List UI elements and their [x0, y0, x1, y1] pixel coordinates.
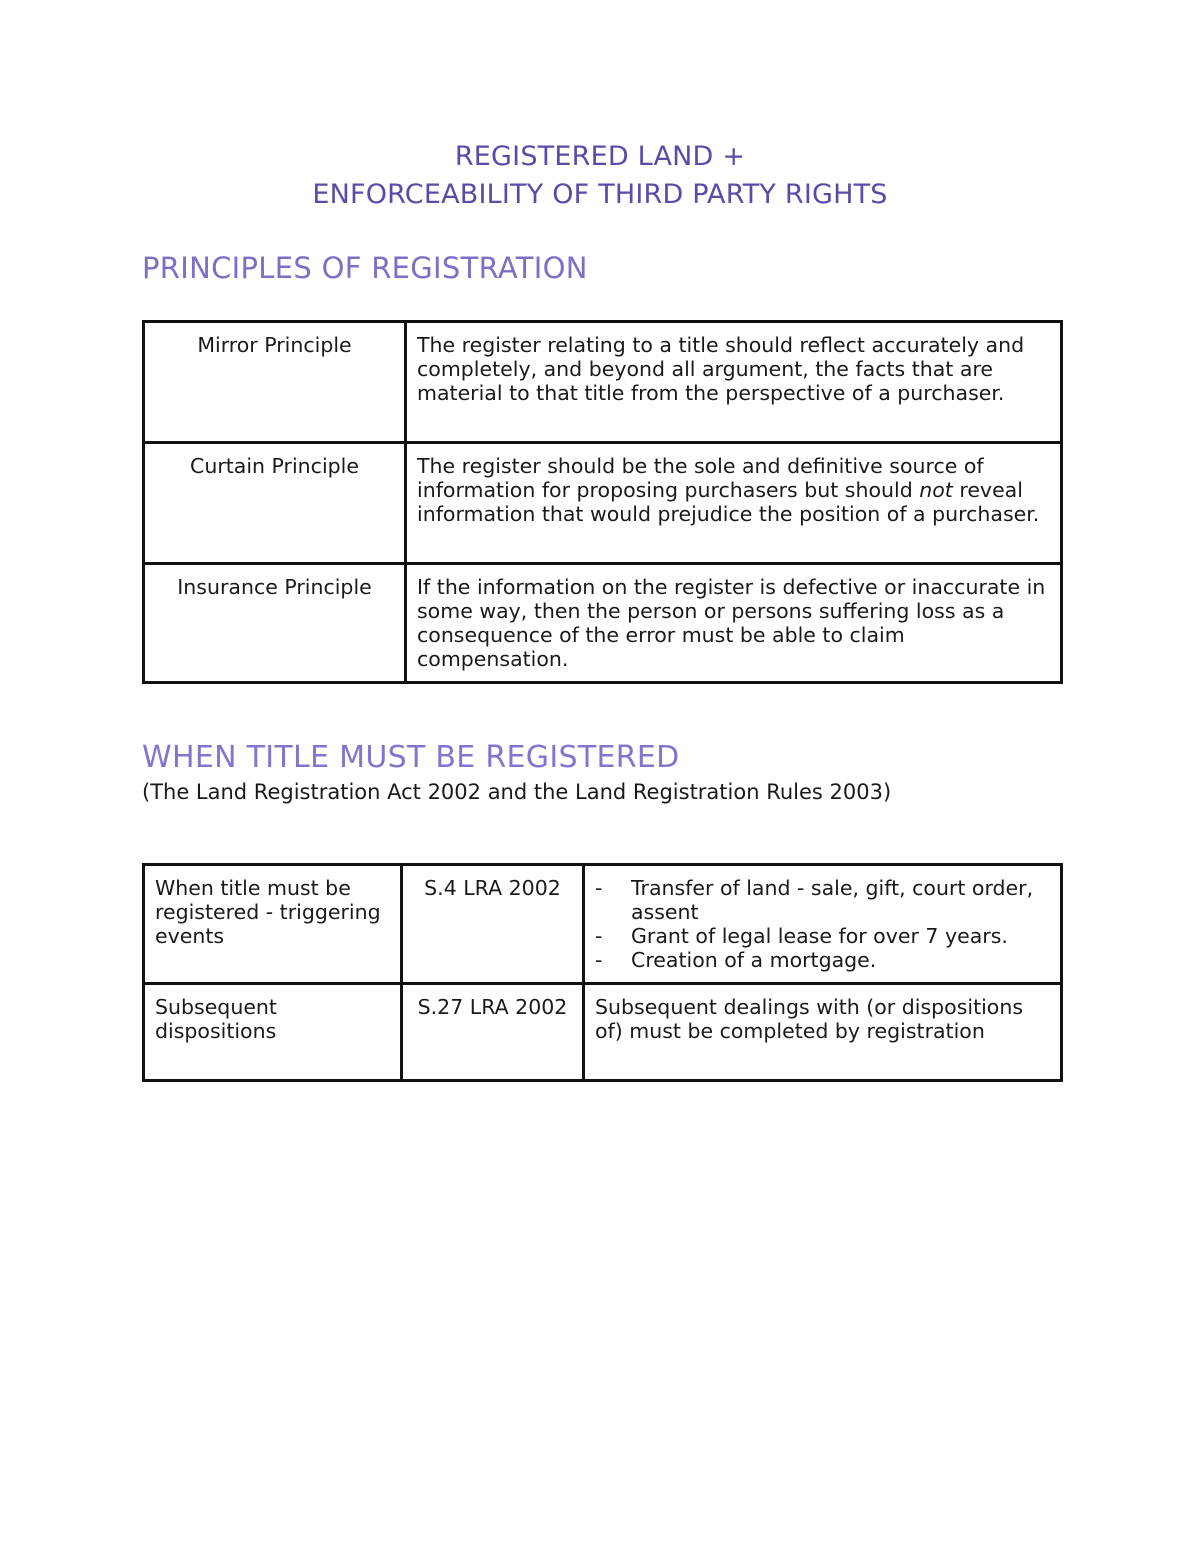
list-item: [595, 948, 1050, 972]
table-row: [144, 564, 1062, 683]
list-item-text: Grant of legal lease for over 7 years.: [631, 924, 1008, 948]
principles-heading: PRINCIPLES OF REGISTRATION: [142, 251, 588, 285]
table-row: [144, 322, 1062, 443]
list-item: [595, 924, 1050, 948]
list-item-text: Transfer of land - sale, gift, court order, assent: [631, 876, 1034, 924]
triggering-events-list: [595, 876, 1050, 972]
registration-table: [142, 863, 1063, 1082]
event-label: Subsequent dispositions: [144, 984, 402, 1081]
dash-bullet: -: [595, 948, 603, 972]
list-item-text: Creation of a mortgage.: [631, 948, 877, 972]
table-row: [144, 443, 1062, 564]
principles-table: [142, 320, 1063, 684]
emphasis-text: not: [919, 478, 953, 502]
event-description: Subsequent dealings with (or dispositions of) must be completed by registration: [584, 984, 1062, 1081]
principle-name: Curtain Principle: [144, 443, 406, 564]
description-text: reveal information that would prejudice the position of a purchaser.: [417, 478, 1040, 526]
dash-bullet: -: [595, 876, 603, 900]
event-list-cell: [584, 865, 1062, 984]
table-row: [144, 865, 1062, 984]
list-item: [595, 876, 1050, 924]
statute-reference: S.27 LRA 2002: [402, 984, 584, 1081]
principle-description: [406, 443, 1062, 564]
principle-name: Mirror Principle: [144, 322, 406, 443]
event-label: When title must be registered - triggering events: [144, 865, 402, 984]
title-line-2: ENFORCEABILITY OF THIRD PARTY RIGHTS: [312, 179, 888, 210]
principle-name: Insurance Principle: [144, 564, 406, 683]
statute-reference: S.4 LRA 2002: [402, 865, 584, 984]
title-line-1: REGISTERED LAND +: [454, 141, 746, 172]
dash-bullet: -: [595, 924, 603, 948]
registration-subtitle: (The Land Registration Act 2002 and the Land Registration Rules 2003): [142, 780, 892, 804]
document-title: [0, 138, 1200, 214]
principle-description: The register relating to a title should reflect accurately and completely, and beyond all argument, the facts that are material to that title from the perspective of a purchaser.: [406, 322, 1062, 443]
registration-heading: WHEN TITLE MUST BE REGISTERED: [142, 740, 680, 775]
table-row: [144, 984, 1062, 1081]
principle-description: If the information on the register is defective or inaccurate in some way, then the person or persons suffering loss as a consequence of the error must be able to claim compensation.: [406, 564, 1062, 683]
description-text: The register should be the sole and definitive source of information for proposing purchasers but should: [417, 454, 984, 502]
